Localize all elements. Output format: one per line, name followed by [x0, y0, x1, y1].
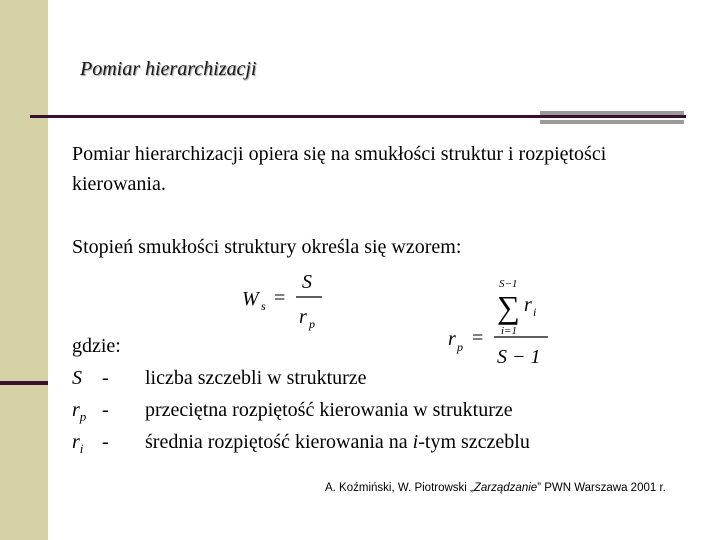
- def-symbol: $r_p$: [72, 399, 87, 424]
- def-dash: -: [102, 431, 109, 453]
- def-dash: -: [102, 367, 109, 389]
- rp-lhs-sub: p: [457, 340, 463, 354]
- ws-lhs: W: [242, 288, 259, 310]
- ws-lhs-sub: s: [261, 299, 266, 313]
- side-band: [0, 0, 48, 540]
- side-accent-bar: [0, 381, 48, 385]
- where-label: gdzie:: [72, 335, 121, 357]
- rp-lhs: r: [448, 328, 456, 350]
- citation: A. Koźmiński, W. Piotrowski „Zarządzanie” PWN Warszawa 2001 r.: [325, 482, 666, 494]
- definition-row-ri: [72, 426, 530, 458]
- ws-den: r: [299, 306, 307, 328]
- ws-num: S: [302, 271, 312, 293]
- sigma-icon: ∑: [497, 289, 520, 325]
- rp-sum-term: r: [524, 294, 532, 316]
- definition-row-S: [72, 362, 367, 394]
- rp-eq: =: [472, 327, 484, 349]
- formula-ws: [236, 266, 332, 336]
- definition-row-rp: [72, 394, 513, 426]
- def-symbol: S: [72, 367, 82, 389]
- ws-eq: =: [274, 287, 286, 309]
- slide-title: Pomiar hierarchizacji: [80, 58, 257, 80]
- def-text: przeciętna rozpiętość kierowania w strukturze: [145, 399, 513, 421]
- def-dash: -: [102, 399, 109, 421]
- rp-den: S − 1: [497, 346, 541, 368]
- title-rule-gray-bottom: [540, 120, 684, 124]
- def-symbol: $r_i$: [72, 431, 84, 456]
- formula-rp: [442, 272, 566, 370]
- formula-intro: Stopień smukłości struktury określa się wzorem:: [72, 236, 462, 258]
- title-rule: [30, 115, 686, 118]
- ws-den-sub: p: [309, 317, 315, 331]
- def-text: średnia rozpiętość kierowania na i-tym szczeblu: [145, 431, 530, 453]
- def-text: liczba szczebli w strukturze: [145, 367, 367, 389]
- rp-sum-upper: S−1: [499, 278, 518, 290]
- rp-sum-term-sub: i: [533, 305, 537, 319]
- intro-paragraph: Pomiar hierarchizacji opiera się na smukłości struktur i rozpiętości kierowania.: [72, 143, 607, 195]
- rp-sum-lower: i=1: [501, 325, 517, 337]
